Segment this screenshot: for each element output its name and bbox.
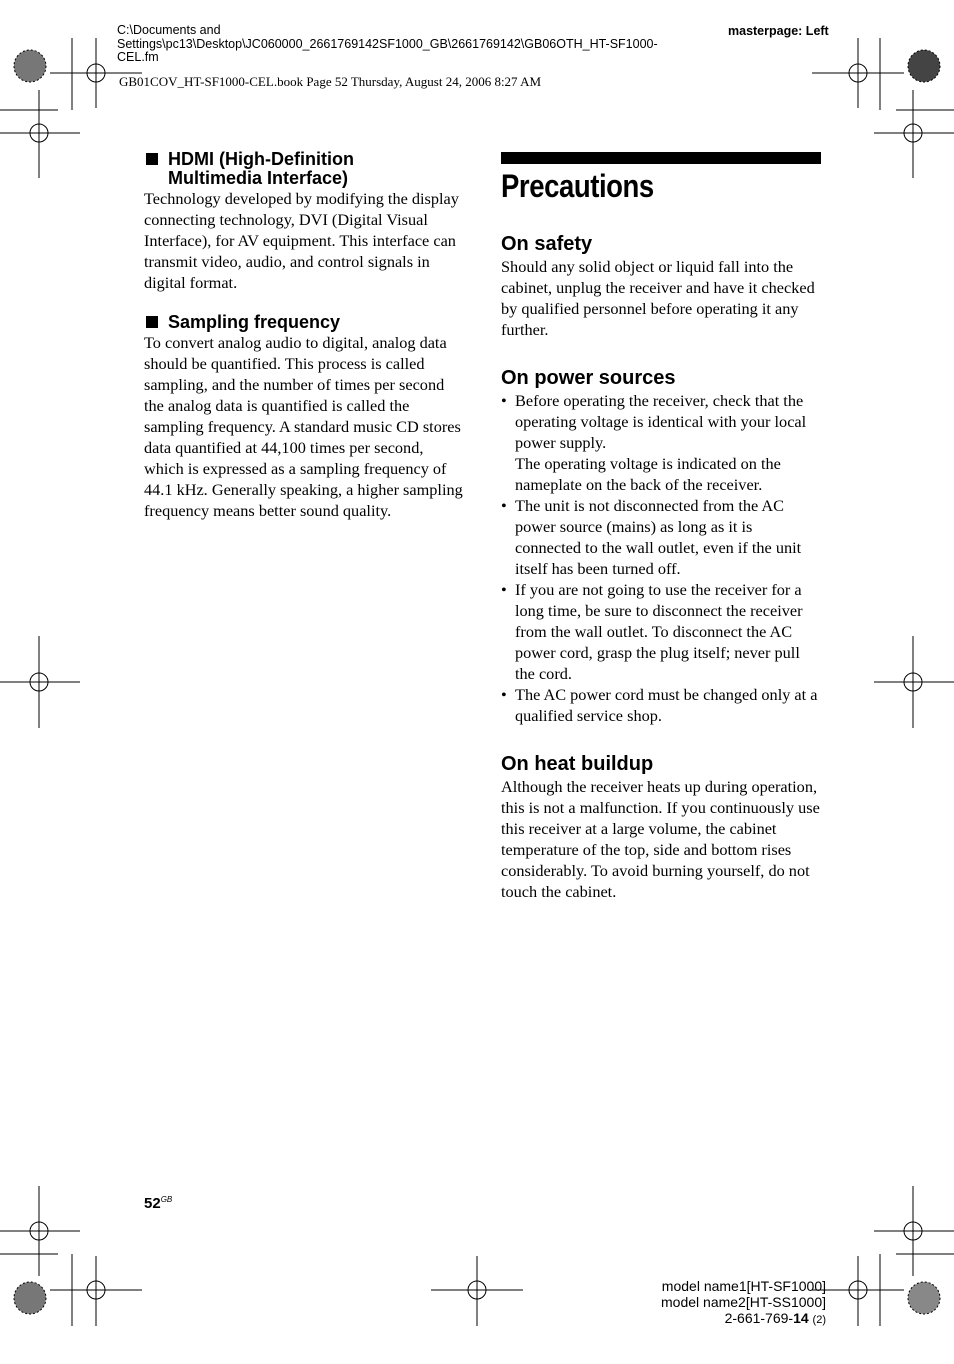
- safety-heading: On safety: [501, 233, 593, 255]
- power-heading: On power sources: [501, 367, 676, 389]
- sampling-text: To convert analog audio to digital, analog data should be quantified. This process is called sampling, and the number of times per second the analog data is quantified is called the sampling frequency. A standard music CD stores data quantified at 44,100 times per second, which is expressed as a sampling frequency of 44.1 kHz. Generally speaking, a higher sampling frequency means better sound quality.: [144, 333, 463, 520]
- right-column: [501, 152, 821, 902]
- hdmi-heading-line1: HDMI (High-Definition: [168, 149, 354, 169]
- page-number-value: 52: [144, 1195, 161, 1212]
- book-info-line: GB01COV_HT-SF1000-CEL.book Page 52 Thursday, August 24, 2006 8:27 AM: [119, 74, 542, 89]
- left-column: [144, 150, 464, 521]
- list-item: • The unit is not disconnected from the AC power source (mains) as long as it is connected to the wall outlet, even if the unit itself has been turned off.: [501, 495, 821, 579]
- title-rule: [501, 152, 821, 164]
- file-path-line: CEL.fm: [117, 50, 159, 64]
- part-code-prefix: 2-661-769-: [724, 1310, 794, 1326]
- part-code-bold: 14: [793, 1310, 809, 1326]
- file-path: [117, 24, 717, 65]
- safety-text: Should any solid object or liquid fall into the cabinet, unplug the receiver and have it checked by qualified personnel before operating it any further.: [501, 257, 815, 339]
- model-info: [661, 1278, 826, 1328]
- power-bullet-list: [501, 390, 821, 726]
- sampling-heading: [144, 313, 464, 332]
- list-item: • If you are not going to use the receiver for a long time, be sure to disconnect the receiver from the wall outlet. To disconnect the AC power cord, grasp the plug itself; never pull the cord.: [501, 579, 821, 684]
- list-item-text: Before operating the receiver, check that the operating voltage is identical with your local power supply.: [515, 391, 807, 452]
- square-bullet-icon: [146, 153, 158, 165]
- page-title: Precautions: [501, 168, 654, 204]
- masterpage-label: masterpage: Left: [728, 24, 829, 38]
- hdmi-heading: [144, 150, 464, 188]
- part-code-suffix: (2): [812, 1314, 826, 1326]
- list-item: [501, 390, 821, 495]
- heat-heading: On heat buildup: [501, 753, 654, 775]
- file-path-line: C:\Documents and: [117, 23, 221, 37]
- hdmi-heading-line2: Multimedia Interface): [168, 168, 349, 188]
- part-code: [661, 1310, 826, 1328]
- sampling-heading-text: Sampling frequency: [168, 312, 341, 332]
- page-number: [144, 1195, 172, 1212]
- page-number-suffix: GB: [160, 1195, 173, 1204]
- file-path-line: Settings\pc13\Desktop\JC060000_2661769142SF1000_GB\2661769142\GB06OTH_HT-SF1000-: [117, 36, 658, 51]
- hdmi-text: Technology developed by modifying the display connecting technology, DVI (Digital Visual Interface), for AV equipment. This interface can transmit video, audio, and control signals in digital format.: [144, 189, 459, 292]
- model-name-2: model name2[HT-SS1000]: [661, 1294, 826, 1310]
- heat-text: Although the receiver heats up during operation, this is not a malfunction. If you continuously use this receiver at a large volume, the cabinet temperature of the top, side and bottom rises considerably. To avoid burning yourself, do not touch the cabinet.: [501, 777, 820, 901]
- square-bullet-icon: [146, 316, 158, 328]
- model-name-1: model name1[HT-SF1000]: [661, 1278, 826, 1294]
- list-item: • The AC power cord must be changed only at a qualified service shop.: [501, 684, 821, 726]
- list-item-note: The operating voltage is indicated on the nameplate on the back of the receiver.: [515, 454, 781, 494]
